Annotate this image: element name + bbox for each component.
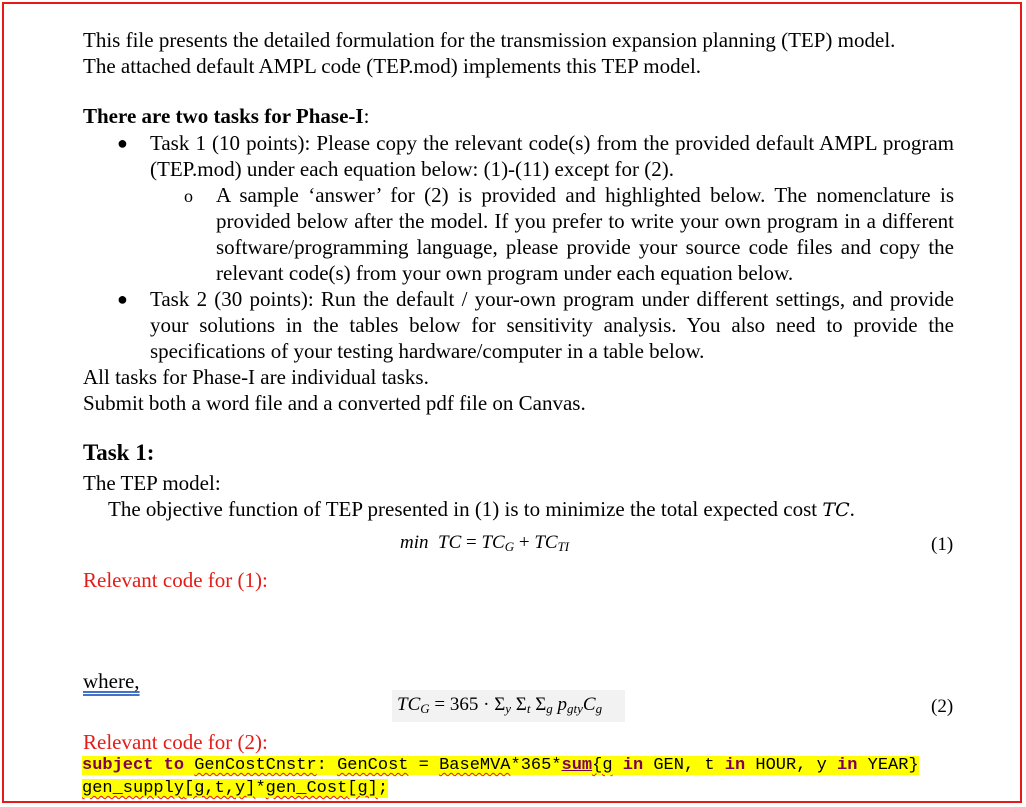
code-year-set: YEAR [867,756,909,775]
code-gen-supply-index: [g,t,y] [184,779,256,798]
code-index-y: y [816,756,827,775]
eq1-lhs: TC [438,532,462,553]
eq2-var-c: C [582,694,596,715]
code-in-2: in [724,756,746,775]
bullet-disc-icon: ● [117,289,128,309]
eq1-rhs1-sub: G [504,539,515,554]
task1-description: Task 1 (10 points): Please copy the relevant code(s) from the provided default AMPL program (TEP.mod) under each equation below: (1)-(11) except for (2). [150,131,954,181]
phase1-heading-colon: : [363,104,370,128]
objective-text [108,496,855,523]
eq1-rhs2-sub: TI [557,539,570,554]
code-sum: sum [561,756,593,775]
where-text: where, [83,669,140,693]
eq1-min: min [400,532,429,553]
eq2-var-c-sub: g [595,701,603,716]
phase1-note-submit: Submit both a word file and a converted pdf file on Canvas. [83,391,586,415]
bullet-disc-icon: ● [117,133,128,153]
code-subject-to: subject to [82,756,185,775]
bullet-circle-icon: o [184,186,193,206]
eq2-lhs-sub: G [420,701,430,716]
task1-sub-description: A sample ‘answer’ for (2) is provided and highlighted below. The nomenclature is provided below after the model. If you prefer to write your own program in a different software/programming language, please provide your source code files and copy the relevant code(s) from your own program under each equation below. [216,183,954,285]
task2-description: Task 2 (30 points): Run the default / your-own program under different settings, and provide your solutions in the tables below for sensitivity analysis. You also need to provide the specifications of your testing hardware/computer in a table below. [150,287,954,363]
task1-heading: Task 1: [83,440,155,465]
code-constraint-name: GenCostCnstr [194,756,317,775]
code-index-g: g [602,756,613,775]
equation-1-number: (1) [931,534,954,555]
code-gen-cost-index: [g] [347,779,378,798]
code-gen-cost: gen_Cost [265,779,348,798]
tep-model-label: The TEP model: [83,471,221,495]
objective-period: . [849,497,855,521]
code-line-1: subject to GenCostCnstr: GenCost = BaseMVA*365*sum{g in GEN, t in HOUR, y in YEAR} [82,756,919,775]
phase1-heading-text: There are two tasks for Phase-I [83,104,364,128]
relevant-code-1-label: Relevant code for (1): [83,568,268,592]
equation-2: $TC_G = 365 \cdot \Sigma_y$ $\Sigma_t$ $\Sigma_g$ $p_{gty}C_g$ [397,694,603,716]
code-times-365: *365* [510,756,562,775]
document-page [2,2,1022,803]
eq2-lhs: TC [397,694,421,715]
code-index-t: t [704,756,715,775]
intro-line-2: The attached default AMPL code (TEP.mod) implements this TEP model. [83,54,702,78]
where-label [83,668,140,694]
eq1-plus: + [518,532,530,553]
code-gen-supply: gen_supply [82,779,185,798]
objective-variable: TC [822,499,850,521]
code-basemva: BaseMVA [439,756,511,775]
intro-line-1: This file presents the detailed formulation for the transmission expansion planning (TEP) model. [83,28,896,52]
equation-2-number: (2) [931,696,954,717]
eq2-var-p-sub: gty [567,701,583,716]
phase1-note-individual: All tasks for Phase-I are individual tasks. [83,365,429,389]
eq1-rhs1: TC [481,532,505,553]
eq1-rhs2: TC [534,532,558,553]
objective-text-main: The objective function of TEP presented in (1) is to minimize the total expected cost [108,497,823,521]
code-gen-set: GEN [653,756,684,775]
code-in-3: in [837,756,858,775]
code-line-2: gen_supply[g,t,y]*gen_Cost[g]; [82,779,389,798]
code-hour-set: HOUR [755,756,797,775]
eq2-var-p: p [557,694,568,715]
equation-1: min TC = $TC_G + TC_{TI}$ [400,532,570,554]
code-var-gencost: GenCost [337,756,409,775]
eq2-coefficient: 365 [449,694,479,715]
code-in-1: in [622,756,644,775]
relevant-code-2-label: Relevant code for (2): [83,730,268,754]
phase1-heading [83,103,369,129]
